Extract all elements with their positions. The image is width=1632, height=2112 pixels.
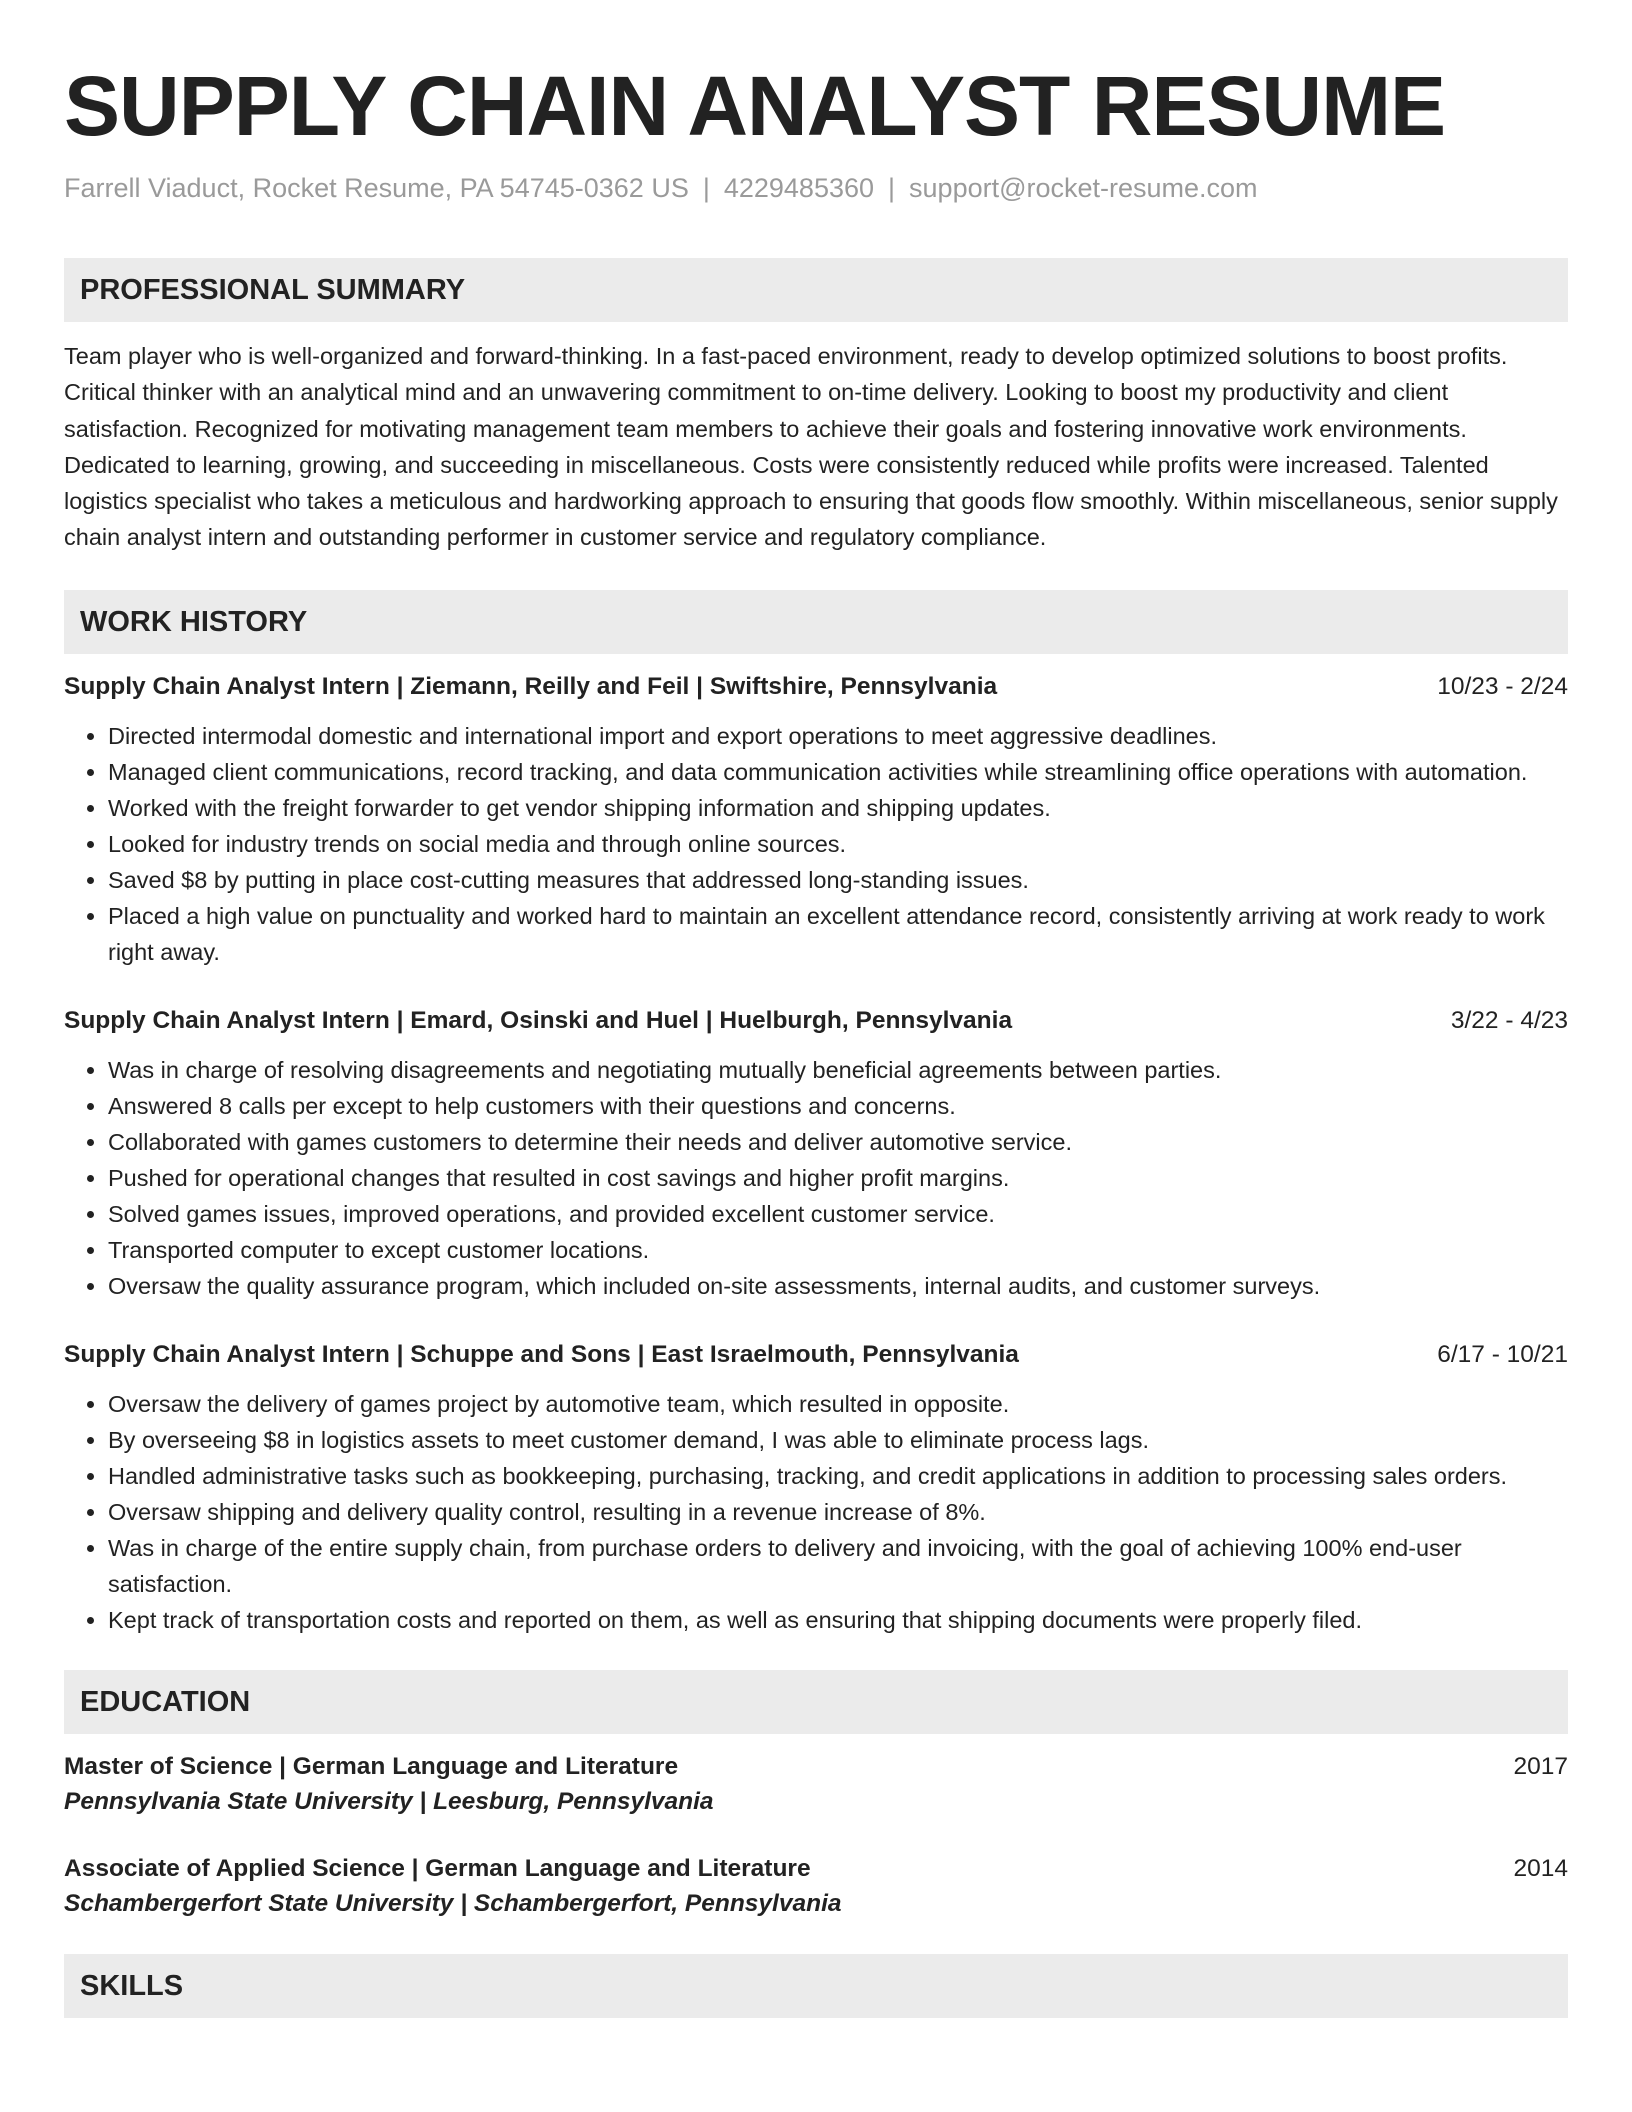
job-heading: Supply Chain Analyst Intern | Schuppe and Sons | East Israelmouth, Pennsylvania (64, 1340, 1019, 1368)
job-header-row (64, 1004, 1568, 1038)
contact-line (64, 170, 1568, 206)
job-bullet-list (64, 1052, 1568, 1304)
job-bullet: • Saved $8 by putting in place cost-cutting measures that addressed long-standing issues. (108, 862, 1568, 898)
education-school: Schambergerfort State University | Schambergerfort, Pennsylvania (64, 1889, 842, 1917)
education-year: 2017 (1513, 1752, 1568, 1780)
skills-section-header: SKILLS (64, 1954, 1568, 2018)
education-school: Pennsylvania State University | Leesburg, Pennsylvania (64, 1787, 714, 1815)
contact-separator: | (702, 173, 710, 203)
education-entry (64, 1750, 1568, 1820)
resume-page (64, 0, 1568, 2018)
job-bullet: • Solved games issues, improved operations, and provided excellent customer service. (108, 1196, 1568, 1232)
job-entry (64, 1338, 1568, 1638)
job-bullet: • Managed client communications, record tracking, and data communication activities while streamlining office operations with automation. (108, 754, 1568, 790)
job-bullet: • Looked for industry trends on social media and through online sources. (108, 826, 1568, 862)
resume-title: SUPPLY CHAIN ANALYST RESUME (64, 59, 1446, 153)
job-bullet: • Was in charge of the entire supply chain, from purchase orders to delivery and invoicing, with the goal of achieving 100% end-user satisfaction. (108, 1530, 1568, 1602)
job-bullet-list (64, 718, 1568, 970)
job-bullet: • Directed intermodal domestic and international import and export operations to meet aggressive deadlines. (108, 718, 1568, 754)
job-header-row (64, 1338, 1568, 1372)
job-heading: Supply Chain Analyst Intern | Ziemann, Reilly and Feil | Swiftshire, Pennsylvania (64, 672, 998, 700)
work-history-section-header: WORK HISTORY (64, 590, 1568, 654)
education-entry (64, 1852, 1568, 1922)
education-year: 2014 (1513, 1854, 1568, 1882)
contact-phone: 4229485360 (723, 173, 875, 203)
job-bullet: • Pushed for operational changes that resulted in cost savings and higher profit margins. (108, 1160, 1568, 1196)
job-bullet: • Kept track of transportation costs and reported on them, as well as ensuring that shipping documents were properly filed. (108, 1602, 1568, 1638)
job-bullet: • Was in charge of resolving disagreements and negotiating mutually beneficial agreements between parties. (108, 1052, 1568, 1088)
job-bullet: • Collaborated with games customers to determine their needs and deliver automotive service. (108, 1124, 1568, 1160)
education-section-header: EDUCATION (64, 1670, 1568, 1734)
job-bullet: • Worked with the freight forwarder to get vendor shipping information and shipping updates. (108, 790, 1568, 826)
job-bullet: • Placed a high value on punctuality and worked hard to maintain an excellent attendance record, consistently arriving at work ready to work right away. (108, 898, 1568, 970)
job-bullet: • Oversaw shipping and delivery quality control, resulting in a revenue increase of 8%. (108, 1494, 1568, 1530)
job-bullet-list (64, 1386, 1568, 1638)
education-degree: Master of Science | German Language and Literature (64, 1752, 679, 1780)
job-bullet: • Handled administrative tasks such as bookkeeping, purchasing, tracking, and credit applications in addition to processing sales orders. (108, 1458, 1568, 1494)
job-entry (64, 670, 1568, 970)
contact-separator: | (888, 173, 896, 203)
job-heading: Supply Chain Analyst Intern | Emard, Osinski and Huel | Huelburgh, Pennsylvania (64, 1006, 1013, 1034)
job-dates: 3/22 - 4/23 (1450, 1006, 1568, 1034)
education-header-row (64, 1750, 1568, 1784)
job-bullet: • Oversaw the quality assurance program, which included on-site assessments, internal audits, and customer surveys. (108, 1268, 1568, 1304)
job-bullet: • Answered 8 calls per except to help customers with their questions and concerns. (108, 1088, 1568, 1124)
job-bullet: • Oversaw the delivery of games project by automotive team, which resulted in opposite. (108, 1386, 1568, 1422)
job-header-row (64, 670, 1568, 704)
education-header-row (64, 1852, 1568, 1886)
job-dates: 6/17 - 10/21 (1437, 1340, 1568, 1368)
education-degree: Associate of Applied Science | German Language and Literature (64, 1854, 811, 1882)
job-entry (64, 1004, 1568, 1304)
summary-text: Team player who is well-organized and forward-thinking. In a fast-paced environment, ready to develop optimized solutions to boost profits. Critical thinker with an analytical mind and an unwavering commitment to on-time delivery. Looking to boost my productivity and client satisfaction. Recognized for motivating management team members to achieve their goals and fostering innovative work environments. Dedicated to learning, growing, and succeeding in miscellaneous. Costs were consistently reduced while profits were increased. Talented logistics specialist who takes a meticulous and hardworking approach to ensuring that goods flow smoothly. Within miscellaneous, senior supply chain analyst intern and outstanding performer in customer service and regulatory compliance. (64, 343, 1558, 551)
job-bullet: • Transported computer to except customer locations. (108, 1232, 1568, 1268)
contact-address: Farrell Viaduct, Rocket Resume, PA 54745-0362 US (64, 173, 689, 203)
job-dates: 10/23 - 2/24 (1437, 672, 1568, 700)
job-bullet: • By overseeing $8 in logistics assets to meet customer demand, I was able to eliminate process lags. (108, 1422, 1568, 1458)
summary-section-header: PROFESSIONAL SUMMARY (64, 258, 1568, 322)
contact-email: support@rocket-resume.com (909, 173, 1258, 203)
